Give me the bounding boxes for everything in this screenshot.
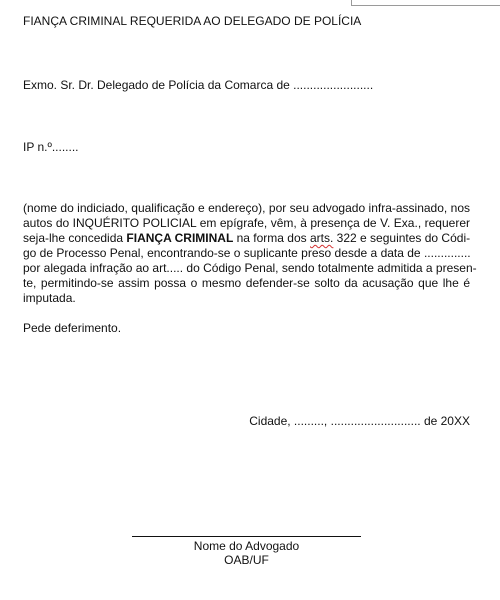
body-line-6: te, permitindo-se assim possa o mesmo defender-se solto da acusação que lhe é <box>23 276 470 290</box>
body-line-4: go de Processo Penal, encontrando-se o suplicante preso desde a data de .............. <box>23 246 471 260</box>
body-line-3 <box>23 231 470 246</box>
body-line-3-start: seja-lhe concedida <box>23 231 127 245</box>
window-frame-corner <box>351 0 500 6</box>
document-title: FIANÇA CRIMINAL REQUERIDA AO DELEGADO DE POLÍCIA <box>23 14 362 28</box>
addressee-line: Exmo. Sr. Dr. Delegado de Polícia da Comarca de ........................ <box>23 78 374 92</box>
signature-oab: OAB/UF <box>224 553 269 567</box>
petition-body <box>23 201 477 306</box>
signature-name: Nome do Advogado <box>193 539 300 553</box>
body-line-1: (nome do indiciado, qualificação e endereço), por seu advogado infra-assinado, nos <box>23 201 470 215</box>
body-line-5: por alegada infração ao art..... do Código Penal, sendo totalmente admitida a presen- <box>23 261 477 275</box>
date-line: Cidade, ........., ........................... de 20XX <box>249 414 470 428</box>
closing-line: Pede deferimento. <box>23 321 122 335</box>
ip-number-line: IP n.º........ <box>23 140 79 154</box>
body-line-3-middle: na forma dos <box>233 231 310 245</box>
bold-term-fianca-criminal: FIANÇA CRIMINAL <box>126 231 234 245</box>
body-line-7: imputada. <box>23 291 76 305</box>
body-line-3-end: 322 e seguintes do Códi- <box>333 231 471 245</box>
signature-line <box>132 536 361 537</box>
body-line-2: autos do INQUÉRITO POLICIAL em epígrafe, vêm, à presença de V. Exa., requerer <box>23 216 470 230</box>
spellcheck-flagged-word[interactable]: arts. <box>310 231 334 245</box>
